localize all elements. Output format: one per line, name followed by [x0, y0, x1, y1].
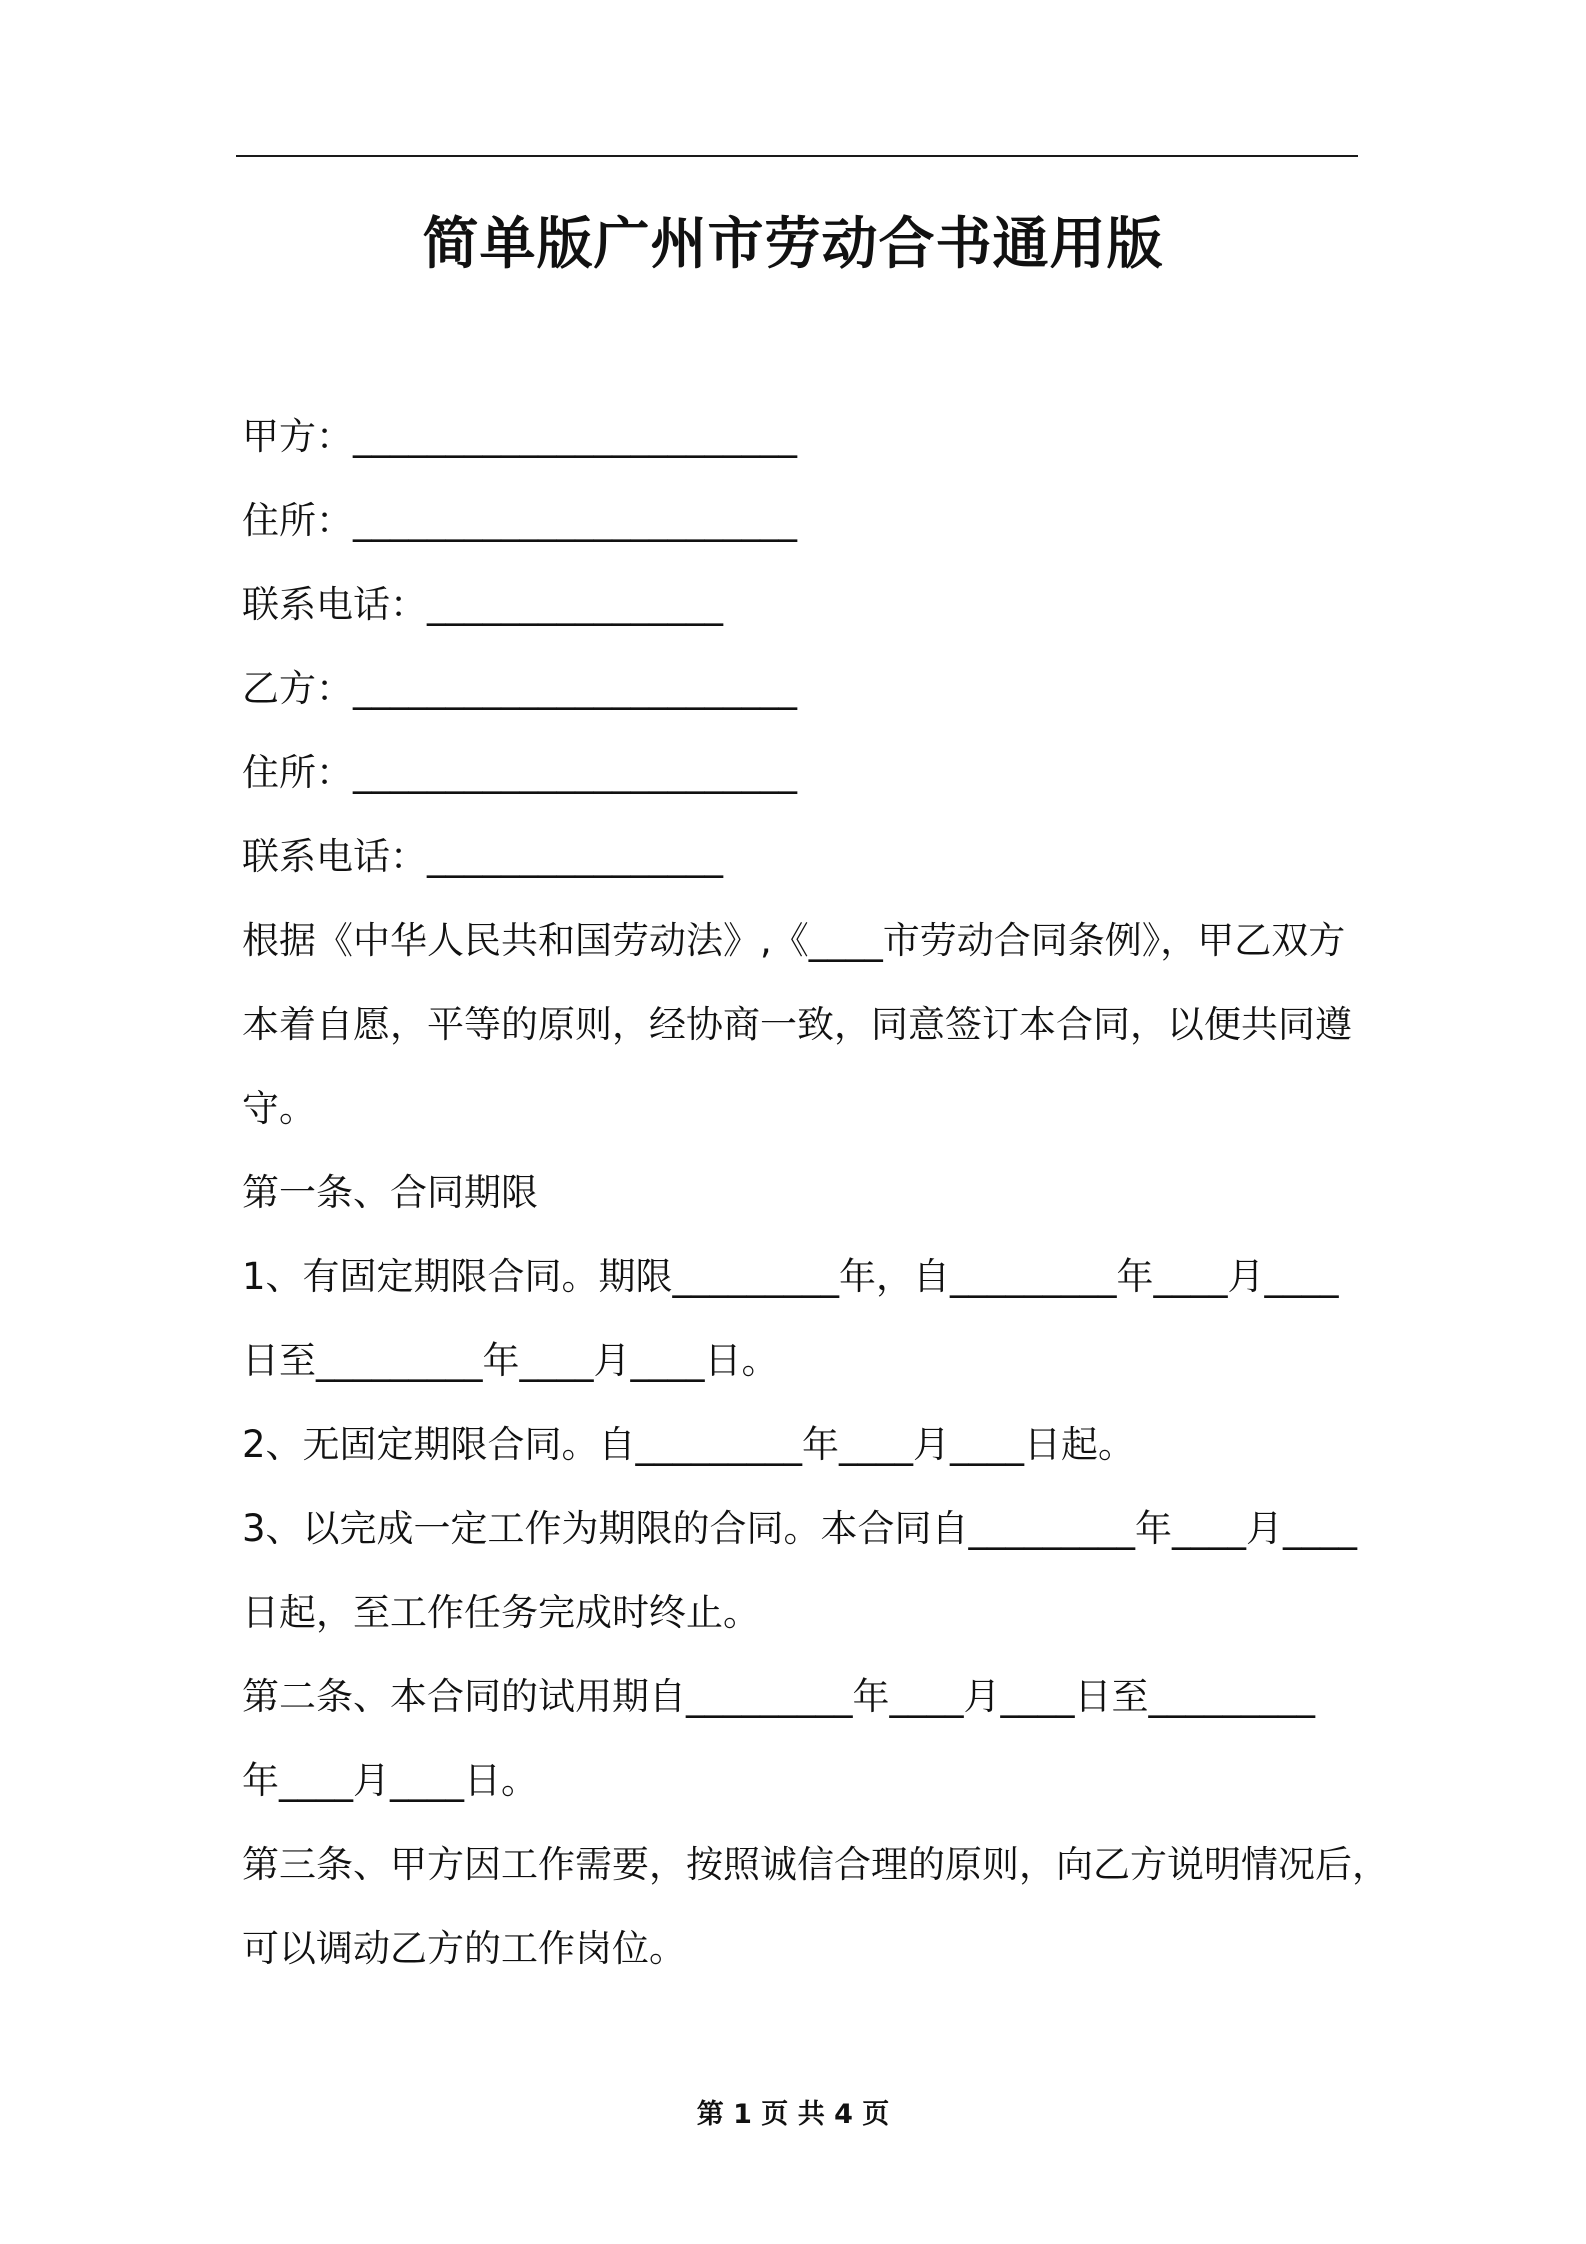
- article-1-item-1-line-1: 1、有固定期限合同。期限_________年，自_________年____月____: [242, 1255, 1339, 1298]
- party-b-phone-line: 联系电话：________________: [242, 835, 723, 878]
- preamble-line-3: 守。: [242, 1087, 316, 1130]
- party-a-name-line: 甲方：________________________: [242, 415, 797, 458]
- party-a-address-line: 住所：________________________: [242, 499, 797, 542]
- article-3-line-2: 可以调动乙方的工作岗位。: [242, 1927, 686, 1970]
- article-1-item-3-line-1: 3、以完成一定工作为期限的合同。本合同自_________年____月____: [242, 1507, 1358, 1550]
- page-indicator: 第 1 页 共 4 页: [696, 2099, 890, 2130]
- preamble-line-1: 根据《中华人民共和国劳动法》,《____市劳动合同条例》，甲乙双方: [242, 919, 1346, 962]
- article-2-line-1: 第二条、本合同的试用期自_________年____月____日至_________: [242, 1675, 1315, 1718]
- article-2-line-2: 年____月____日。: [242, 1759, 538, 1802]
- party-b-name-line: 乙方：________________________: [242, 667, 797, 710]
- document-body: [242, 395, 1389, 1991]
- article-1-item-3-line-2: 日起，至工作任务完成时终止。: [242, 1591, 760, 1634]
- preamble-line-2: 本着自愿，平等的原则，经协商一致，同意签订本合同，以便共同遵: [242, 1003, 1352, 1046]
- article-3-line-1: 第三条、甲方因工作需要，按照诚信合理的原则，向乙方说明情况后，: [242, 1843, 1389, 1886]
- document-title: 简单版广州市劳动合书通用版: [422, 212, 1164, 277]
- article-1-heading: 第一条、合同期限: [242, 1171, 538, 1214]
- party-a-phone-line: 联系电话：________________: [242, 583, 723, 626]
- article-1-item-1-line-2: 日至_________年____月____日。: [242, 1339, 779, 1382]
- article-1-item-2: 2、无固定期限合同。自_________年____月____日起。: [242, 1423, 1136, 1466]
- party-b-address-line: 住所：________________________: [242, 751, 797, 794]
- header-rule: [236, 155, 1358, 157]
